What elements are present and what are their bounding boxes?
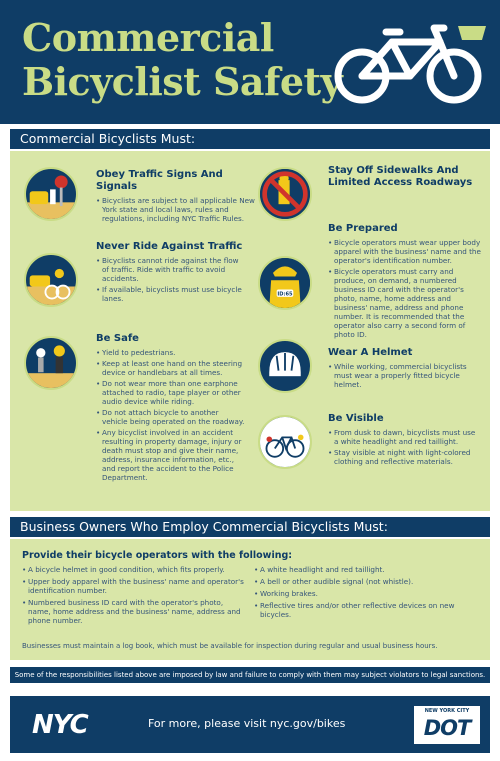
list-item: • If available, bicyclists must use bicycle lanes. — [96, 285, 246, 303]
title-line2: Bicyclist Safety — [22, 59, 343, 104]
must-panel — [10, 151, 490, 511]
footer — [10, 696, 490, 753]
list-item: • Bicyclists are subject to all applicable New York state and local laws, rules and regulations, including NYC Traffic Rules. — [96, 196, 256, 223]
against-traffic-icon — [24, 253, 78, 307]
dot-wordmark: DOT — [423, 716, 471, 740]
item-wear-helmet — [328, 347, 478, 391]
business-subheading: Provide their bicycle operators with the following: — [22, 550, 293, 561]
item-heading: Obey Traffic Signs And Signals — [96, 169, 223, 192]
list-item: • A white headlight and red taillight. — [254, 565, 468, 574]
item-against-traffic — [96, 241, 246, 305]
item-heading: Be Prepared — [328, 223, 398, 234]
business-list-col1 — [22, 565, 244, 628]
item-heading: Be Safe — [96, 333, 139, 344]
lights-bike-icon — [258, 415, 312, 469]
list-item: • From dusk to dawn, bicyclists must use a white headlight and red taillight. — [328, 428, 478, 446]
item-heading: Never Ride Against Traffic — [96, 241, 243, 252]
list-item: • While working, commercial bicyclists must wear a properly fitted bicycle helmet. — [328, 362, 478, 389]
footer-link-text[interactable]: For more, please visit nyc.gov/bikes — [148, 717, 346, 730]
list-item: • A bicycle helmet in good condition, which fits properly. — [22, 565, 244, 574]
business-note: Businesses must maintain a log book, which must be available for inspection during regular and usual business hours. — [22, 642, 438, 650]
item-be-prepared — [328, 223, 484, 341]
header — [0, 0, 500, 124]
item-off-sidewalks — [328, 165, 478, 192]
list-item: • Upper body apparel with the business' name and operator's identification number. — [22, 577, 244, 595]
title-line1: Commercial — [22, 15, 274, 60]
no-sidewalk-icon — [258, 167, 312, 221]
business-list-col2 — [254, 565, 468, 622]
list-item: • Bicycle operators must carry and produce, on demand, a numbered business ID card with the operator's photo, name, home address and business' name, address and phone number. It is recommended that the operator also carry a second form of photo ID. — [328, 267, 484, 339]
list-item: • Bicycle operators must wear upper body apparel with the business' name and the operator's identification number. — [328, 238, 484, 265]
item-obey-signs — [96, 169, 256, 225]
dot-logo — [414, 706, 480, 744]
traffic-signal-icon — [24, 167, 78, 221]
business-section-bar: Business Owners Who Employ Commercial Bicyclists Must: — [10, 517, 490, 537]
list-item: • Any bicyclist involved in an accident resulting in property damage, injury or death must stop and give their name, address, insurance information, etc., and report the accident to the Police Department. — [96, 428, 246, 482]
list-item: • Numbered business ID card with the operator's photo, name, home address and the business' name, address and phone number. — [22, 598, 244, 625]
list-item: • A bell or other audible signal (not whistle). — [254, 577, 468, 586]
list-item: • Keep at least one hand on the steering device or handlebars at all times. — [96, 359, 246, 377]
item-heading: Stay Off Sidewalks And Limited Access Roadways — [328, 165, 473, 188]
vest-icon — [258, 256, 312, 310]
law-notice: Some of the responsibilities listed above are imposed by law and failure to comply with them may subject violators to legal sanctions. — [10, 667, 490, 683]
business-panel — [10, 539, 490, 660]
list-item: • Do not attach bicycle to another vehicle being operated on the roadway. — [96, 408, 246, 426]
list-item: • Yield to pedestrians. — [96, 348, 246, 357]
list-item: • Stay visible at night with light-colored clothing and reflective materials. — [328, 448, 478, 466]
helmet-icon — [258, 339, 312, 393]
pedestrian-icon — [24, 336, 78, 390]
list-item: • Working brakes. — [254, 589, 468, 598]
list-item: • Do not wear more than one earphone attached to radio, tape player or other audio device while riding. — [96, 379, 246, 406]
dot-caption: NEW YORK CITY — [424, 708, 470, 714]
must-section-bar: Commercial Bicyclists Must: — [10, 129, 490, 149]
item-be-visible — [328, 413, 478, 468]
vest-id-label: ID:65 — [277, 291, 293, 298]
item-heading: Be Visible — [328, 413, 384, 424]
list-item: • Bicyclists cannot ride against the flow of traffic. Ride with traffic to avoid accidents. — [96, 256, 246, 283]
item-heading: Wear A Helmet — [328, 347, 413, 358]
nyc-logo: NYC — [32, 710, 88, 740]
item-be-safe — [96, 333, 246, 484]
list-item: • Reflective tires and/or other reflective devices on new bicycles. — [254, 601, 468, 619]
page-title — [22, 16, 342, 104]
bicycle-icon — [330, 22, 488, 106]
